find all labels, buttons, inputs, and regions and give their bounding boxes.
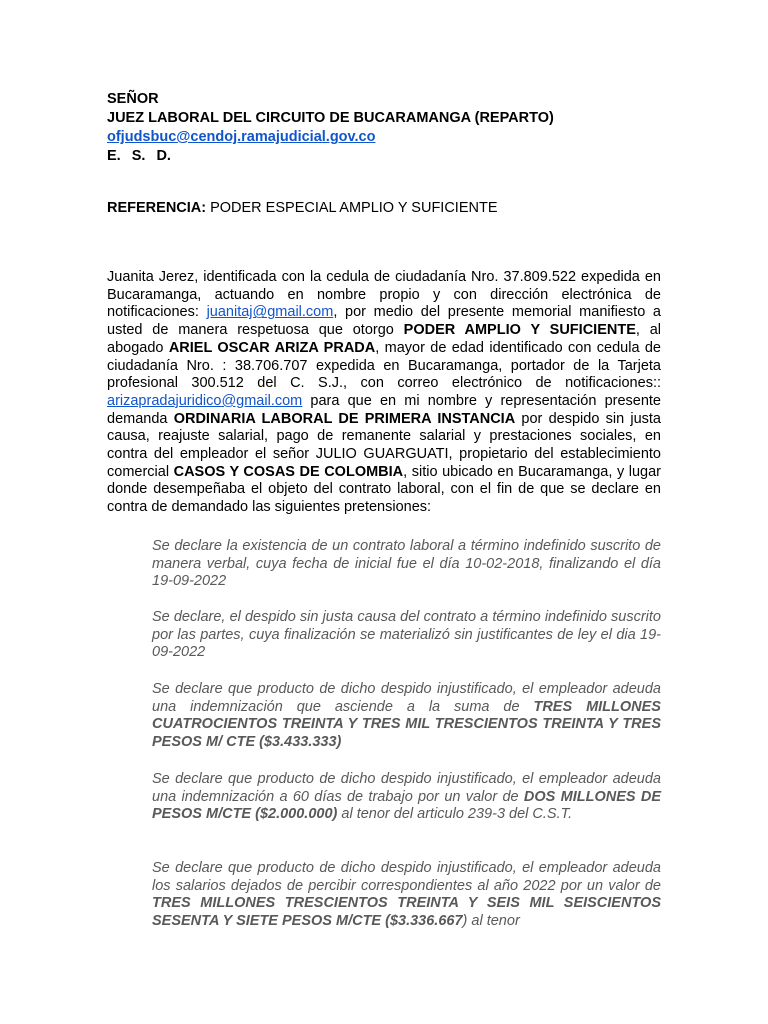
- claim-4-amount: DOS MILLONES DE PESOS M/CTE ($2.000.000): [152, 788, 661, 823]
- addressee-block: [107, 90, 554, 166]
- claim-3-text: Se declare que producto de dicho despido injustificado, el empleador adeuda una indemnización que asciende a la suma de: [152, 681, 661, 715]
- body-text-4: , mayor de edad identificado con cedula de ciudadanía Nro. : 38.706.707 expedida en Bucaramanga, portador de la Tarjeta profesional 300.512 del C. S.J., con correo electrónico de notificaciones::: [107, 339, 661, 392]
- claim-item-5: [152, 860, 661, 931]
- claim-4-tail: al tenor del articulo 239-3 del C.S.T.: [337, 806, 573, 823]
- claim-5-text: Se declare que producto de dicho despido injustificado, el empleador adeuda los salarios dejados de percibir correspondientes al año 2022 por un valor de: [152, 860, 661, 894]
- body-text-6: por despido sin justa causa, reajuste salarial, pago de remanente salarial y prestaciones sociales, en contra del empleador el señor JULIO GUARGUATI, propietario del establecimiento comercial: [107, 410, 662, 480]
- establishment-name: CASOS Y COSAS DE COLOMBIA: [173, 463, 404, 480]
- claim-5-tail: ) al tenor: [462, 913, 520, 930]
- attorney-email-link[interactable]: arizapradajuridico@gmail.com: [107, 392, 303, 409]
- body-text-2: , por medio del presente memorial manifiesto a usted de manera respetuosa que otorgo: [107, 304, 661, 339]
- claim-5-amount: TRES MILLONES TRESCIENTOS TREINTA Y SEIS MIL SEISCIENTOS SESENTA Y SIETE PESOS M/CTE ($3.336.667: [152, 895, 661, 930]
- claim-item-3: [152, 681, 661, 752]
- grantor-email-link[interactable]: juanitaj@gmail.com: [206, 304, 334, 321]
- claim-item-2: Se declare, el despido sin justa causa del contrato a término indefinido suscrito por las partes, cuya finalización se materializó sin justificantes de ley el dia 19-09-2022: [152, 609, 661, 661]
- body-text-5: para que en mi nombre y representación presente demanda: [107, 392, 661, 427]
- salutation: SEÑOR: [107, 91, 159, 107]
- claim-3-amount: TRES MILLONES CUATROCIENTOS TREINTA Y TRES MIL TRESCIENTOS TREINTA Y TRES PESOS M/ CTE ($3.433.333): [152, 698, 661, 751]
- reference-label: REFERENCIA:: [107, 200, 207, 216]
- reference-text: PODER ESPECIAL AMPLIO Y SUFICIENTE: [210, 200, 498, 216]
- court-name: JUEZ LABORAL DEL CIRCUITO DE BUCARAMANGA (REPARTO): [107, 110, 554, 126]
- body-text-1: Juanita Jerez, identificada con la cedula de ciudadanía Nro. 37.809.522 expedida en Bucaramanga, actuando en nombre propio y con dirección electrónica de notificaciones:: [107, 269, 661, 321]
- claim-item-4: [152, 771, 661, 824]
- claim-4-text: Se declare que producto de dicho despido injustificado, el empleador adeuda una indemnización a 60 días de trabajo por un valor de: [152, 771, 661, 805]
- claim-item-1: Se declare la existencia de un contrato laboral a término indefinido suscrito de manera verbal, cuya fecha de inicial fue el día 10-02-2018, finalizando el día 19-09-2022: [152, 538, 661, 590]
- body-text-3: , al abogado: [107, 322, 661, 356]
- body-paragraph: [107, 269, 661, 517]
- claim-type: ORDINARIA LABORAL DE PRIMERA INSTANCIA: [173, 410, 516, 427]
- power-type: PODER AMPLIO Y SUFICIENTE: [403, 322, 636, 339]
- esd-line: E. S. D.: [107, 148, 171, 164]
- body-text-7: , sitio ubicado en Bucaramanga, y lugar donde desempeñaba el objeto del contrato laboral, con el fin de que se declare en contra de demandado las siguientes pretensiones:: [107, 463, 661, 516]
- reference-line: [107, 199, 498, 218]
- attorney-name: ARIEL OSCAR ARIZA PRADA: [168, 339, 376, 356]
- court-email-link[interactable]: ofjudsbuc@cendoj.ramajudicial.gov.co: [107, 129, 376, 145]
